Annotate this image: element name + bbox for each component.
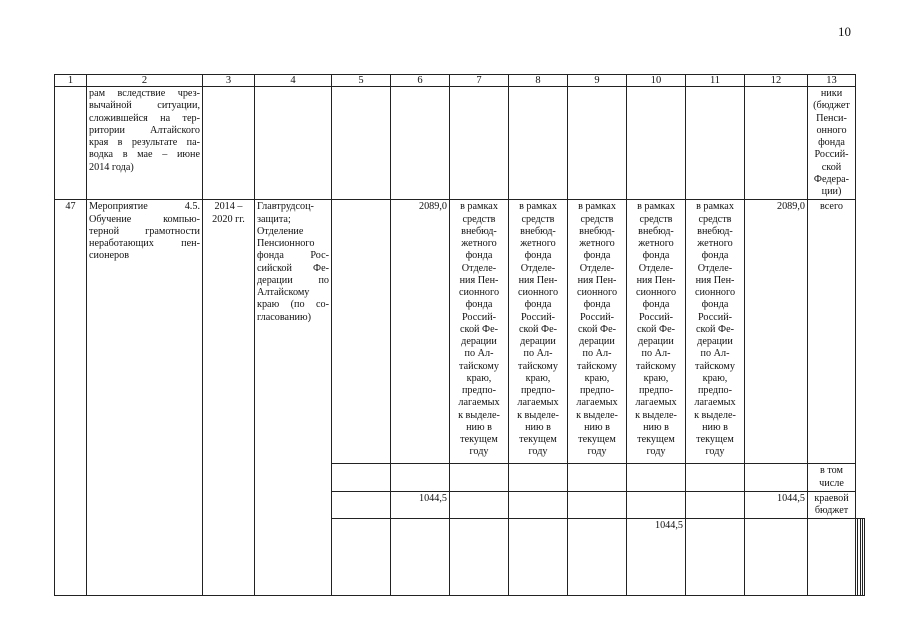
text-line: терной грамотности <box>89 225 200 237</box>
text-line: предпо- <box>697 385 733 396</box>
text-line: средств <box>462 213 496 225</box>
cell-measure-name <box>391 519 450 596</box>
cell-amount: 1044,5 <box>627 519 686 596</box>
page-number: 10 <box>838 24 851 39</box>
text-line: году <box>528 446 548 458</box>
cell-term <box>203 87 255 200</box>
text-line: тайскому <box>636 360 676 372</box>
cell-col10 <box>627 464 686 492</box>
header-cell: 1 <box>55 75 87 87</box>
text-line: тайскому <box>459 360 499 372</box>
header-cell: 12 <box>745 75 808 87</box>
text-line: лагаемых <box>458 397 500 409</box>
text-line: к выделе- <box>694 409 736 421</box>
text-line: Россий- <box>814 149 849 161</box>
cell-col12 <box>745 87 808 200</box>
text-line: предпо- <box>520 385 556 396</box>
text-line: неработающих пен- <box>89 238 200 249</box>
cell-funding-source <box>808 464 856 492</box>
text-line: в рамках <box>637 201 675 213</box>
cell-col8 <box>509 464 568 492</box>
cell-executor <box>255 87 332 200</box>
text-line: внебюд- <box>697 225 733 237</box>
text-line: ритории Алтайского <box>89 124 200 136</box>
text-line: в рамках <box>578 201 616 213</box>
text-line: защита; <box>257 213 291 225</box>
cell-col6 <box>391 464 450 492</box>
text-line: ния Пен- <box>459 274 499 286</box>
cell-amount-col12: 1044,5 <box>745 491 808 519</box>
text-line: фонда <box>701 299 729 311</box>
cell-col11 <box>686 87 745 200</box>
text-line: дерации <box>697 336 733 347</box>
text-line: по Ал- <box>582 348 612 360</box>
text-line: лагаемых <box>694 397 736 409</box>
text-line: нию в <box>525 421 551 433</box>
text-line: ской <box>821 161 842 173</box>
header-cell: 5 <box>332 75 391 87</box>
text-line: в рамках <box>696 201 734 213</box>
header-cell: 13 <box>808 75 856 87</box>
cell-col10 <box>627 87 686 200</box>
program-measures-table <box>54 74 865 596</box>
text-line: фонда <box>642 250 670 262</box>
text-line: к выделе- <box>576 409 618 421</box>
cell-funding-source: всего <box>808 200 856 464</box>
text-line: ской Фе- <box>459 323 498 335</box>
text-line: сионного <box>458 287 500 298</box>
text-line: Главтрудсоц- <box>257 201 314 213</box>
text-line: ники <box>820 88 843 99</box>
text-line: Отделение <box>257 225 304 237</box>
text-line: краю, <box>584 372 610 384</box>
cell-col8 <box>745 519 808 596</box>
text-line: Мероприятие 4.5. <box>89 201 200 213</box>
text-line: тайскому <box>518 360 558 372</box>
text-line: Пенси- <box>816 112 847 124</box>
text-line: фонда <box>642 299 670 311</box>
text-line: 2020 гг. <box>212 213 245 225</box>
text-line: нию в <box>584 421 610 433</box>
text-line: ской Фе- <box>695 323 734 335</box>
cell-col8 <box>509 87 568 200</box>
text-line: (бюджет <box>813 100 850 112</box>
text-line: Алтайскому <box>257 287 310 298</box>
text-line: предпо- <box>461 385 497 396</box>
text-line: Отделе- <box>638 262 674 274</box>
text-line: средств <box>698 213 732 225</box>
text-line: жетного <box>638 238 674 249</box>
text-line: сионного <box>576 287 618 298</box>
cell-col5 <box>568 519 627 596</box>
header-cell: 7 <box>450 75 509 87</box>
cell-col5 <box>332 464 391 492</box>
text-line: нию в <box>643 421 669 433</box>
cell-col11 <box>686 491 745 519</box>
header-cell: 9 <box>568 75 627 87</box>
text-line: краю, <box>525 372 551 384</box>
text-line: предпо- <box>638 385 674 396</box>
cell-number <box>55 87 87 200</box>
text-line: по Ал- <box>641 348 671 360</box>
cell-funding-note-col8 <box>509 200 568 464</box>
cell-col8 <box>509 491 568 519</box>
text-line: вычайной ситуации, <box>89 100 200 112</box>
text-line: фонда <box>465 250 493 262</box>
text-line: средств <box>521 213 555 225</box>
cell-col10 <box>627 491 686 519</box>
text-line: сионного <box>694 287 736 298</box>
header-cell: 4 <box>255 75 332 87</box>
text-line: нию в <box>466 421 492 433</box>
cell-col7 <box>686 519 745 596</box>
text-line: нию в <box>702 421 728 433</box>
cell-term <box>450 519 509 596</box>
text-line: тайскому <box>577 360 617 372</box>
cell-funding-source <box>808 87 856 200</box>
text-line: по Ал- <box>523 348 553 360</box>
text-line: по Ал- <box>464 348 494 360</box>
cell-total-amount-col12: 2089,0 <box>745 200 808 464</box>
text-line: Россий- <box>697 311 733 323</box>
text-line: внебюд- <box>520 225 556 237</box>
text-line: внебюд- <box>638 225 674 237</box>
cell-funding-note-col10 <box>627 200 686 464</box>
cell-col11 <box>686 464 745 492</box>
cell-executor <box>509 519 568 596</box>
cell-col9 <box>568 491 627 519</box>
header-cell: 8 <box>509 75 568 87</box>
text-line: текущем <box>519 434 557 445</box>
text-line: Пенсионного <box>257 238 315 249</box>
text-line: сионного <box>517 287 559 298</box>
text-line: году <box>469 446 489 458</box>
text-line: в том <box>819 465 844 477</box>
text-line: внебюд- <box>461 225 497 237</box>
header-cell: 10 <box>627 75 686 87</box>
text-line: краю, <box>702 372 728 384</box>
text-line: Отделе- <box>461 262 497 274</box>
text-line: Россий- <box>520 311 556 323</box>
cell-col5 <box>332 87 391 200</box>
header-cell: 11 <box>686 75 745 87</box>
cell-col5 <box>332 491 391 519</box>
text-line: текущем <box>637 434 675 445</box>
text-line: ции) <box>821 186 842 197</box>
text-line: фонда <box>583 250 611 262</box>
cell-col9 <box>808 519 856 596</box>
column-number-row <box>55 75 865 87</box>
text-line: числе <box>819 477 844 489</box>
text-line: краю, <box>466 372 492 384</box>
text-line: бюджет <box>814 505 849 516</box>
text-line: лагаемых <box>517 397 559 409</box>
text-line: жетного <box>579 238 615 249</box>
cell-funding-source <box>862 519 864 596</box>
text-line: фонда Рос- <box>257 250 329 262</box>
header-cell: 3 <box>203 75 255 87</box>
text-line: сионного <box>635 287 677 298</box>
text-line: Отделе- <box>579 262 615 274</box>
cell-amount: 1044,5 <box>391 491 450 519</box>
text-line: онного <box>816 124 847 136</box>
text-line: предпо- <box>579 385 615 396</box>
text-line: ской Фе- <box>636 323 675 335</box>
text-line: средств <box>639 213 673 225</box>
cell-col7 <box>450 491 509 519</box>
text-line: Россий- <box>461 311 497 323</box>
cell-total-amount: 2089,0 <box>391 200 450 464</box>
text-line: краевой <box>814 492 849 504</box>
text-line: в рамках <box>460 201 498 213</box>
text-line: текущем <box>578 434 616 445</box>
cell-funding-note-col7 <box>450 200 509 464</box>
text-line: жетного <box>461 238 497 249</box>
text-line: году <box>705 446 725 458</box>
text-line: фонда <box>524 299 552 311</box>
text-line: Обучение компью- <box>89 213 200 225</box>
text-line: ния Пен- <box>577 274 617 286</box>
text-line: Федера- <box>813 173 850 185</box>
header-cell: 2 <box>87 75 203 87</box>
text-line: текущем <box>696 434 734 445</box>
text-line: лагаемых <box>635 397 677 409</box>
text-line: краю, <box>643 372 669 384</box>
cell-col9 <box>568 87 627 200</box>
text-line: ния Пен- <box>695 274 735 286</box>
text-line: ской Фе- <box>518 323 557 335</box>
header-cell: 6 <box>391 75 450 87</box>
text-line: фонда <box>701 250 729 262</box>
cell-funding-note-col9 <box>568 200 627 464</box>
row-47-main <box>55 200 865 464</box>
text-line: лагаемых <box>576 397 618 409</box>
cell-row-number <box>332 519 391 596</box>
cell-col7 <box>450 464 509 492</box>
text-line: дерации по <box>257 274 329 286</box>
cell-funding-note-col11 <box>686 200 745 464</box>
text-line: Россий- <box>638 311 674 323</box>
text-line: дерации <box>461 336 497 347</box>
cell-col9 <box>568 464 627 492</box>
text-line: году <box>646 446 666 458</box>
text-line: рам вследствие чрез- <box>89 88 200 99</box>
cell-row-number: 47 <box>55 200 87 596</box>
text-line: к выделе- <box>458 409 500 421</box>
cell-col6 <box>391 87 450 200</box>
cell-executor <box>255 200 332 596</box>
cell-funding-source <box>808 491 856 519</box>
text-line: 2014 – <box>214 201 243 213</box>
text-line: Отделе- <box>697 262 733 274</box>
text-line: в рамках <box>519 201 557 213</box>
text-line: внебюд- <box>579 225 615 237</box>
text-line: Россий- <box>579 311 615 323</box>
text-line: дерации <box>638 336 674 347</box>
cell-col5 <box>332 200 391 464</box>
text-line: фонда <box>818 137 845 148</box>
text-line: краю (по со- <box>257 299 329 311</box>
text-line: фонда <box>524 250 552 262</box>
text-line: фонда <box>465 299 493 311</box>
text-line: сионеров <box>89 250 130 262</box>
text-line: к выделе- <box>517 409 559 421</box>
text-line: гласованию) <box>257 311 311 323</box>
cell-col7 <box>450 87 509 200</box>
continuation-row <box>55 87 865 200</box>
text-line: к выделе- <box>635 409 677 421</box>
text-line: жетного <box>520 238 556 249</box>
text-line: ния Пен- <box>636 274 676 286</box>
text-line: ния Пен- <box>518 274 558 286</box>
text-line: ской Фе- <box>577 323 616 335</box>
text-line: дерации <box>579 336 615 347</box>
text-line: фонда <box>583 299 611 311</box>
text-line: сийской Фе- <box>257 262 329 274</box>
text-line: средств <box>580 213 614 225</box>
cell-term <box>203 200 255 596</box>
text-line: году <box>587 446 607 458</box>
text-line: жетного <box>697 238 733 249</box>
text-line: тайскому <box>695 360 735 372</box>
text-line: текущем <box>460 434 498 445</box>
text-line: края в результате па- <box>89 137 200 148</box>
cell-measure-name <box>87 200 203 596</box>
text-line: водка в мае – июне <box>89 149 200 161</box>
text-line: сложившейся на тер- <box>89 112 200 124</box>
text-line: Отделе- <box>520 262 556 274</box>
text-line: дерации <box>520 336 556 347</box>
text-line: по Ал- <box>700 348 730 360</box>
text-line: 2014 года) <box>89 161 134 173</box>
cell-col12 <box>745 464 808 492</box>
cell-measure-continued <box>87 87 203 200</box>
